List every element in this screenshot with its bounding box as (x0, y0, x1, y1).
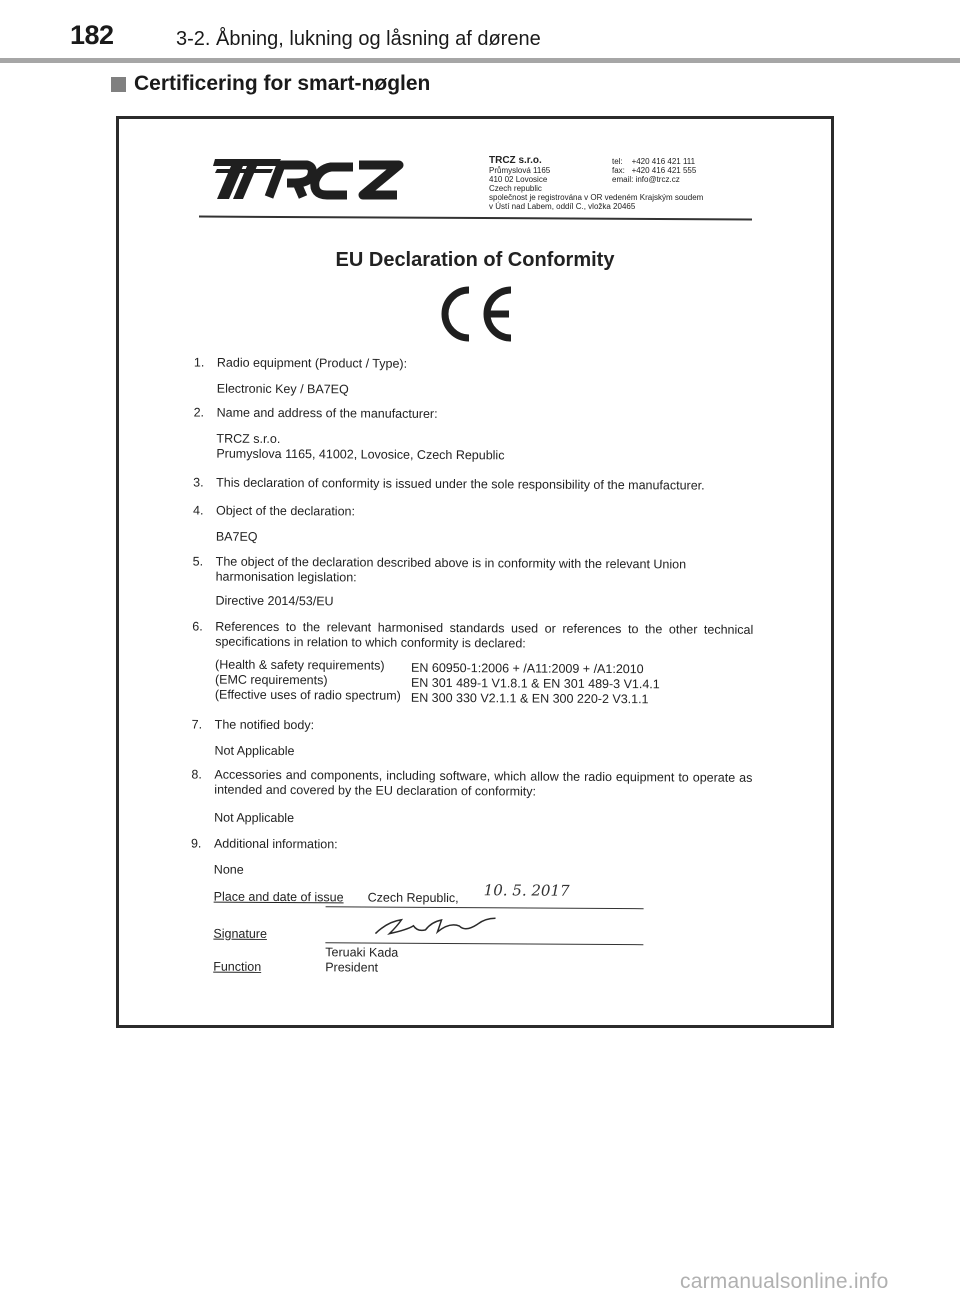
signatory-name: Teruaki Kada (325, 945, 399, 960)
section-heading (111, 72, 430, 96)
function-label: Function (213, 959, 262, 974)
item-text: This declaration of conformity is issued under the sole responsibility of the manufacturer. (216, 475, 705, 493)
item-9 (116, 836, 828, 877)
page-header (0, 0, 960, 64)
company-street: Průmyslová 1165 (489, 166, 551, 175)
watermark: carmanualsonline.info (680, 1270, 889, 1293)
standard-label: (Effective uses of radio spectrum) (214, 687, 401, 703)
item-number: 4. (192, 503, 204, 518)
signoff-function-row (115, 959, 827, 975)
standard-value: EN 301 489-1 V1.8.1 & EN 301 489-3 V1.4.1 (410, 675, 660, 692)
standards-labels (215, 658, 401, 704)
company-name: TRCZ s.r.o. (489, 155, 542, 166)
item-text: Additional information: (213, 836, 338, 852)
item-value: None (213, 862, 244, 877)
chapter-title: 3-2. Åbning, lukning og låsning af dørene (176, 28, 541, 50)
item-5 (118, 554, 830, 609)
item-3 (118, 475, 830, 493)
company-city: 410 02 Lovosice (489, 175, 548, 184)
signoff-signature-row (115, 926, 827, 960)
item-7 (117, 717, 829, 759)
signoff-place-row (116, 881, 828, 906)
item-number: 2. (193, 405, 205, 420)
certificate-image (116, 116, 834, 1028)
item-text: The object of the declaration described above is in conformity with the relevant Union harmonisation legislation: (215, 554, 687, 585)
trcz-logo-mark (203, 153, 413, 203)
item-value: Directive 2014/53/EU (215, 593, 334, 609)
handwritten-date: 10. 5. 2017 (483, 881, 570, 900)
item-2 (119, 405, 831, 463)
standard-label: (Health & safety requirements) (215, 657, 385, 673)
item-6 (117, 619, 829, 707)
ce-mark-icon (435, 286, 517, 347)
page-number: 182 (70, 20, 114, 50)
declaration-body (119, 349, 831, 975)
header-rule (0, 58, 960, 63)
company-register-1: společnost je registrována v OR vedeném Krajským soudem (489, 193, 704, 202)
item-number: 9. (190, 836, 202, 851)
company-register-2: v Ústí nad Labem, oddíl C., vložka 20465 (489, 202, 636, 211)
letterhead-rule (199, 216, 752, 221)
place-value: Czech Republic, (367, 890, 459, 906)
item-number: 6. (192, 619, 203, 634)
trcz-logo (203, 153, 413, 208)
square-bullet-icon (111, 77, 126, 92)
item-1 (119, 355, 831, 397)
item-value: BA7EQ (215, 529, 258, 544)
item-number: 3. (193, 475, 204, 490)
item-8 (116, 767, 828, 826)
function-value: President (325, 960, 379, 975)
contact-tel: tel: +420 416 421 111 (612, 157, 696, 166)
item-text: Object of the declaration: (215, 503, 356, 519)
item-text: Radio equipment (Product / Type): (216, 355, 408, 371)
item-text: Accessories and components, including software, which allow the radio equipment to operate as intended and covered by the EU declaration of conformity: (214, 767, 753, 799)
company-country: Czech republic (489, 184, 542, 193)
declaration-title: EU Declaration of Conformity (335, 249, 615, 271)
company-contact-block (612, 157, 696, 184)
item-number: 8. (191, 767, 202, 782)
place-label: Place and date of issue (213, 889, 344, 905)
signature-scribble (367, 912, 507, 941)
contact-fax: fax: +420 416 421 555 (612, 166, 697, 175)
standard-value: EN 300 330 V2.1.1 & EN 300 220-2 V3.1.1 (410, 690, 649, 707)
standard-value: EN 60950-1:2006 + /A11:2009 + /A1:2010 (411, 660, 644, 677)
standards-values (411, 661, 660, 708)
item-value: Electronic Key / BA7EQ (216, 381, 349, 397)
manufacturer-address: Prumyslova 1165, 41002, Lovosice, Czech Republic (216, 446, 505, 463)
item-text: Name and address of the manufacturer: (216, 405, 438, 421)
standard-label: (EMC requirements) (214, 672, 328, 688)
manufacturer-name: TRCZ s.r.o. (216, 431, 281, 446)
signature-label: Signature (213, 926, 267, 941)
item-text: References to the relevant harmonised standards used or references to the other technical specifications in relation to which conformity is declared: (215, 619, 754, 651)
contact-email: email: info@trcz.cz (612, 175, 680, 184)
item-4 (118, 503, 830, 544)
item-number: 7. (191, 717, 203, 732)
section-title: Certificering for smart-nøglen (134, 72, 431, 95)
item-number: 5. (192, 554, 204, 569)
item-number: 1. (193, 355, 205, 370)
item-text: The notified body: (214, 717, 315, 733)
item-value: Not Applicable (214, 810, 295, 826)
item-value: Not Applicable (214, 743, 295, 759)
